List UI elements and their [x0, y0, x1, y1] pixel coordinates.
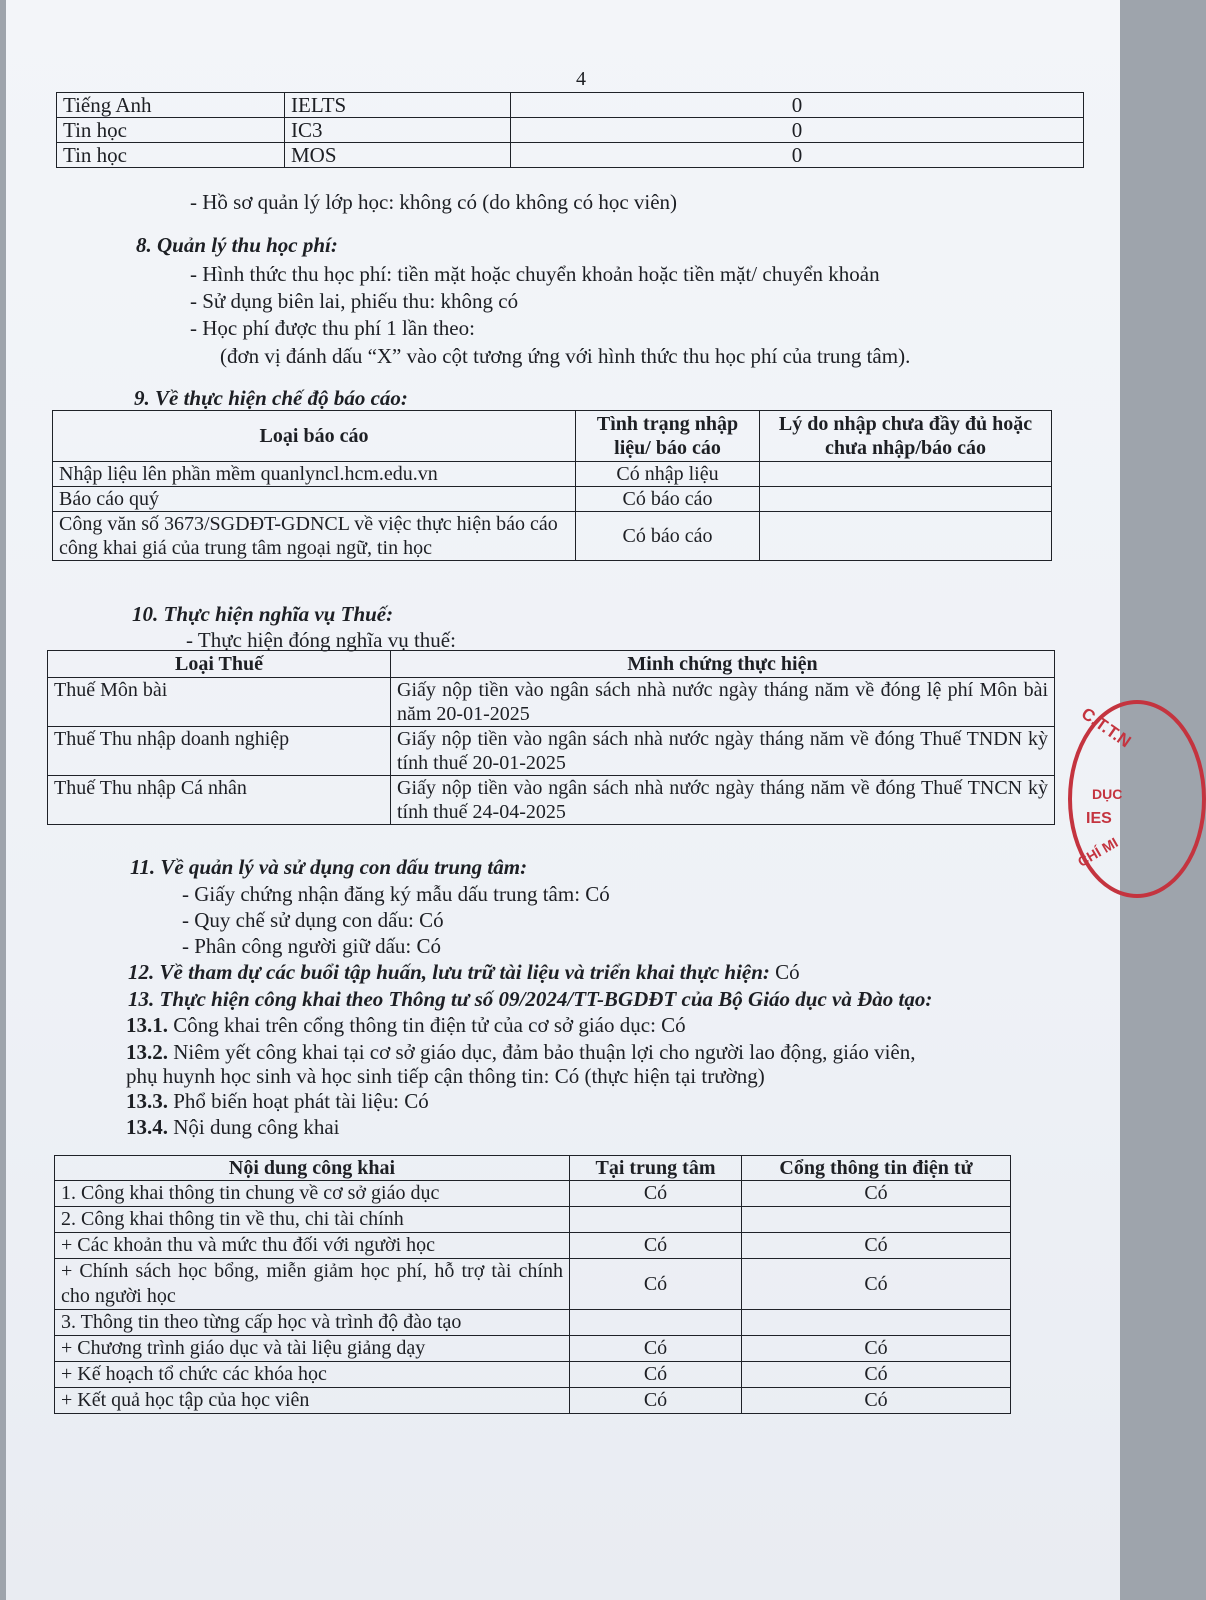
item-number: 13.1. [126, 1013, 168, 1037]
section-13-item [126, 1089, 429, 1114]
section-13-item [126, 1115, 339, 1140]
table-cell: Có [570, 1181, 742, 1207]
table-header-row [53, 411, 1052, 462]
table-cell: IC3 [285, 118, 511, 143]
section-11-line: - Giấy chứng nhận đăng ký mẫu dấu trung tâm: Có [182, 882, 610, 906]
table-cell: 0 [511, 93, 1084, 118]
stamp-text: CHÍ MI [1074, 834, 1121, 870]
table-row [57, 143, 1084, 168]
section-13-heading: 13. Thực hiện công khai theo Thông tư số 09/2024/TT-BGDĐT của Bộ Giáo dục và Đào tạo: [128, 987, 933, 1011]
table-row [55, 1388, 1011, 1414]
table-cell: + Kế hoạch tổ chức các khóa học [55, 1362, 570, 1388]
official-stamp [1068, 700, 1206, 898]
class-records-line: - Hồ sơ quản lý lớp học: không có (do không có học viên) [190, 190, 678, 214]
table-cell: 2. Công khai thông tin về thu, chi tài chính [55, 1207, 570, 1233]
section-10-heading: 10. Thực hiện nghĩa vụ Thuế: [132, 602, 394, 626]
table-header: Loại báo cáo [53, 411, 576, 462]
table-row [55, 1259, 1011, 1310]
table-cell: Tin học [57, 143, 285, 168]
table-cell: Giấy nộp tiền vào ngân sách nhà nước ngày tháng năm về đóng Thuế TNCN kỳ tính thuế 24-04-2025 [391, 776, 1055, 825]
table-row [55, 1362, 1011, 1388]
table-header: Cổng thông tin điện tử [742, 1156, 1011, 1181]
table-cell: Có [742, 1259, 1011, 1310]
disclosure-table [54, 1155, 1011, 1414]
certificate-table [56, 92, 1084, 168]
table-cell [742, 1310, 1011, 1336]
table-cell: Nhập liệu lên phần mềm quanlyncl.hcm.edu.vn [53, 462, 576, 487]
table-header: Tại trung tâm [570, 1156, 742, 1181]
section-11-heading: 11. Về quản lý và sử dụng con dấu trung tâm: [130, 855, 528, 879]
item-number: 13.2. [126, 1040, 168, 1064]
table-row [57, 93, 1084, 118]
table-row [53, 512, 1052, 561]
table-cell: + Kết quả học tập của học viên [55, 1388, 570, 1414]
section-12-heading: 12. Về tham dự các buổi tập huấn, lưu trữ tài liệu và triển khai thực hiện: [128, 960, 770, 984]
table-row [55, 1181, 1011, 1207]
stamp-text: DỤC [1092, 786, 1123, 802]
document-page [6, 0, 1135, 1600]
table-row [55, 1207, 1011, 1233]
section-13-item [126, 1013, 686, 1038]
item-text: Công khai trên cổng thông tin điện tử của cơ sở giáo dục: Có [168, 1013, 686, 1037]
stamp-text: C.T.T.N [1077, 703, 1135, 752]
table-cell: Công văn số 3673/SGDĐT-GDNCL về việc thực hiện báo cáo công khai giá của trung tâm ngoại ngữ, tin học [53, 512, 576, 561]
table-cell: Có [570, 1362, 742, 1388]
table-cell: Có [742, 1181, 1011, 1207]
report-table [52, 410, 1052, 561]
section-13-item [126, 1064, 765, 1089]
section-11-line: - Phân công người giữ dấu: Có [182, 934, 442, 958]
table-row [55, 1310, 1011, 1336]
section-8-heading: 8. Quản lý thu học phí: [136, 233, 338, 257]
table-cell: IELTS [285, 93, 511, 118]
table-cell: Có [570, 1336, 742, 1362]
table-header-row [55, 1156, 1011, 1181]
table-cell: + Chính sách học bổng, miễn giảm học phí, hỗ trợ tài chính cho người học [55, 1259, 570, 1310]
item-text: Nội dung công khai [168, 1115, 340, 1139]
stamp-text: IES [1086, 810, 1112, 827]
section-11-line: - Quy chế sử dụng con dấu: Có [182, 908, 444, 932]
page-number: 4 [576, 68, 586, 90]
table-cell: Báo cáo quý [53, 487, 576, 512]
table-cell: Có [742, 1336, 1011, 1362]
table-row [48, 776, 1055, 825]
section-8-line: - Sử dụng biên lai, phiếu thu: không có [190, 289, 519, 313]
section-8-note: (đơn vị đánh dấu “X” vào cột tương ứng với hình thức thu học phí của trung tâm). [220, 344, 911, 368]
table-cell: Có nhập liệu [576, 462, 760, 487]
table-cell: Tin học [57, 118, 285, 143]
table-cell: Giấy nộp tiền vào ngân sách nhà nước ngày tháng năm về đóng Thuế TNDN kỳ tính thuế 20-01-2025 [391, 727, 1055, 776]
table-header: Loại Thuế [48, 651, 391, 678]
table-cell [570, 1207, 742, 1233]
table-cell: Có [570, 1233, 742, 1259]
table-header-row [48, 651, 1055, 678]
table-row [55, 1233, 1011, 1259]
table-cell [760, 512, 1052, 561]
table-cell: 1. Công khai thông tin chung về cơ sở giáo dục [55, 1181, 570, 1207]
table-cell: Giấy nộp tiền vào ngân sách nhà nước ngày tháng năm về đóng lệ phí Môn bài năm 20-01-2025 [391, 678, 1055, 727]
table-row [55, 1336, 1011, 1362]
item-number: 13.4. [126, 1115, 168, 1139]
table-cell: Có báo cáo [576, 512, 760, 561]
section-10-sub: - Thực hiện đóng nghĩa vụ thuế: [186, 628, 456, 652]
table-cell: Thuế Thu nhập doanh nghiệp [48, 727, 391, 776]
table-cell: Có [742, 1233, 1011, 1259]
table-cell: Có [570, 1388, 742, 1414]
item-number: 13.3. [126, 1089, 168, 1113]
table-cell: Có báo cáo [576, 487, 760, 512]
item-text: Niêm yết công khai tại cơ sở giáo dục, đảm bảo thuận lợi cho người lao động, giáo viên, [168, 1040, 916, 1064]
section-13-item [126, 1040, 915, 1065]
table-row [53, 462, 1052, 487]
table-cell: 3. Thông tin theo từng cấp học và trình độ đào tạo [55, 1310, 570, 1336]
table-header: Tình trạng nhập liệu/ báo cáo [576, 411, 760, 462]
table-row [53, 487, 1052, 512]
table-header: Lý do nhập chưa đầy đủ hoặc chưa nhập/báo cáo [760, 411, 1052, 462]
section-8-line: - Học phí được thu phí 1 lần theo: [190, 316, 475, 340]
table-row [57, 118, 1084, 143]
table-cell: MOS [285, 143, 511, 168]
table-cell: Thuế Thu nhập Cá nhân [48, 776, 391, 825]
table-cell: Có [742, 1362, 1011, 1388]
table-header: Minh chứng thực hiện [391, 651, 1055, 678]
table-header: Nội dung công khai [55, 1156, 570, 1181]
table-cell: Thuế Môn bài [48, 678, 391, 727]
table-cell [742, 1207, 1011, 1233]
item-text: Phổ biến hoạt phát tài liệu: Có [168, 1089, 429, 1113]
table-cell: Có [742, 1388, 1011, 1414]
table-cell: 0 [511, 143, 1084, 168]
table-cell: + Các khoản thu và mức thu đối với người học [55, 1233, 570, 1259]
tax-table [47, 650, 1055, 825]
table-cell [570, 1310, 742, 1336]
table-cell: Tiếng Anh [57, 93, 285, 118]
item-text: phụ huynh học sinh và học sinh tiếp cận thông tin: Có (thực hiện tại trường) [126, 1064, 765, 1088]
table-cell [760, 487, 1052, 512]
table-cell [760, 462, 1052, 487]
section-9-heading: 9. Về thực hiện chế độ báo cáo: [134, 386, 408, 410]
table-row [48, 678, 1055, 727]
table-row [48, 727, 1055, 776]
section-8-line: - Hình thức thu học phí: tiền mặt hoặc chuyển khoản hoặc tiền mặt/ chuyển khoản [190, 262, 880, 286]
table-cell: 0 [511, 118, 1084, 143]
table-cell: Có [570, 1259, 742, 1310]
section-12-value: Có [769, 960, 800, 984]
table-cell: + Chương trình giáo dục và tài liệu giảng dạy [55, 1336, 570, 1362]
section-12-line [128, 960, 800, 985]
